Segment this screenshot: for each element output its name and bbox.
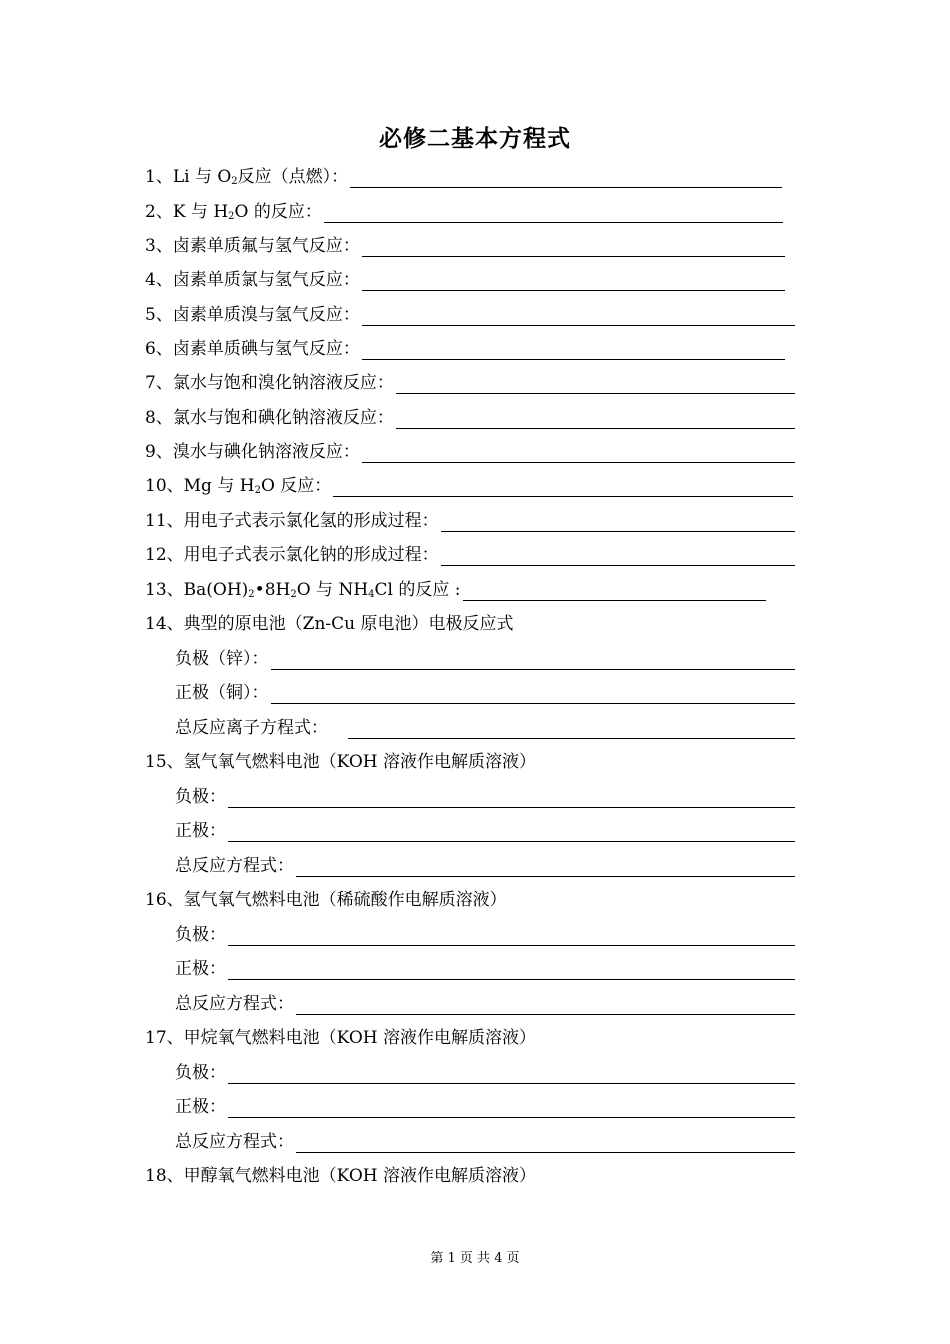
question-14-heading-text: 14、典型的原电池（Zn-Cu 原电池）电极反应式: [145, 614, 514, 634]
answer-line-15-negative[interactable]: [228, 787, 795, 808]
answer-line-8[interactable]: [396, 408, 795, 429]
answer-line-15-total[interactable]: [296, 856, 795, 877]
question-15-total: [175, 849, 795, 877]
question-10: [145, 469, 793, 497]
positive-electrode-label: 正极（铜）：: [175, 683, 269, 703]
answer-line-9[interactable]: [362, 442, 795, 463]
answer-line-1[interactable]: [350, 167, 782, 188]
question-2: [145, 195, 783, 223]
question-4-label: 4、卤素单质氯与氢气反应：: [145, 270, 360, 290]
question-12: [145, 538, 795, 566]
question-16-positive: [175, 952, 795, 980]
answer-line-15-positive[interactable]: [228, 821, 795, 842]
question-6: [145, 332, 785, 360]
answer-line-13[interactable]: [463, 580, 766, 601]
question-14-heading: [145, 607, 795, 635]
positive-electrode-label: 正极：: [175, 959, 226, 979]
answer-line-12[interactable]: [441, 545, 795, 566]
answer-line-5[interactable]: [362, 305, 795, 326]
answer-line-17-total[interactable]: [296, 1132, 795, 1153]
answer-line-7[interactable]: [396, 373, 795, 394]
question-14-positive: [175, 676, 795, 704]
page-footer: 第 1 页 共 4 页: [430, 1251, 520, 1266]
answer-line-17-negative[interactable]: [228, 1063, 795, 1084]
question-2-label: 2、K 与 $H_2O$ 的反应：: [145, 202, 322, 222]
answer-line-10[interactable]: [333, 476, 793, 497]
total-reaction-label: 总反应方程式：: [175, 994, 294, 1014]
question-17-negative: [175, 1056, 795, 1084]
negative-electrode-label: 负极：: [175, 787, 226, 807]
question-7: [145, 366, 795, 394]
question-14-total: [175, 711, 795, 739]
question-3: [145, 229, 785, 257]
positive-electrode-label: 正极：: [175, 1097, 226, 1117]
question-16-negative: [175, 918, 795, 946]
question-8-label: 8、氯水与饱和碘化钠溶液反应：: [145, 408, 394, 428]
total-reaction-label: 总反应方程式：: [175, 856, 294, 876]
negative-electrode-label: 负极：: [175, 925, 226, 945]
question-10-label: 10、Mg 与 $H_2O$ 反应：: [145, 476, 332, 496]
question-1: [145, 160, 782, 188]
answer-line-4[interactable]: [362, 270, 785, 291]
answer-line-16-positive[interactable]: [228, 959, 795, 980]
question-12-label: 12、用电子式表示氯化钠的形成过程：: [145, 545, 439, 565]
answer-line-17-positive[interactable]: [228, 1097, 795, 1118]
answer-line-14-total[interactable]: [348, 718, 795, 739]
question-17-heading-text: 17、甲烷氧气燃料电池（KOH 溶液作电解质溶液）: [145, 1028, 537, 1048]
question-11: [145, 504, 795, 532]
question-18-heading: [145, 1159, 795, 1187]
question-11-label: 11、用电子式表示氯化氢的形成过程：: [145, 511, 439, 531]
question-5-label: 5、卤素单质溴与氢气反应：: [145, 305, 360, 325]
question-18-heading-text: 18、甲醇氧气燃料电池（KOH 溶液作电解质溶液）: [145, 1166, 537, 1186]
positive-electrode-label: 正极：: [175, 821, 226, 841]
answer-line-14-negative[interactable]: [271, 649, 796, 670]
question-16-total: [175, 987, 795, 1015]
total-reaction-label: 总反应方程式：: [175, 1132, 294, 1152]
question-17-positive: [175, 1090, 795, 1118]
question-8: [145, 401, 795, 429]
answer-line-16-negative[interactable]: [228, 925, 795, 946]
question-13: [145, 573, 766, 601]
answer-line-3[interactable]: [362, 236, 785, 257]
answer-line-16-total[interactable]: [296, 994, 795, 1015]
negative-electrode-label: 负极：: [175, 1063, 226, 1083]
question-15-negative: [175, 780, 795, 808]
question-15-heading: [145, 745, 795, 773]
question-15-positive: [175, 814, 795, 842]
question-7-label: 7、氯水与饱和溴化钠溶液反应：: [145, 373, 394, 393]
answer-line-11[interactable]: [441, 511, 795, 532]
answer-line-2[interactable]: [324, 202, 783, 223]
question-4: [145, 263, 785, 291]
question-16-heading-text: 16、氢气氧气燃料电池（稀硫酸作电解质溶液）: [145, 890, 507, 910]
question-13-label: 13、$Ba(OH)_2•8H_2O$ 与 $NH_4Cl$ 的反应 :: [145, 580, 461, 600]
question-9-label: 9、溴水与碘化钠溶液反应：: [145, 442, 360, 462]
question-9: [145, 435, 795, 463]
question-17-heading: [145, 1021, 795, 1049]
question-3-label: 3、卤素单质氟与氢气反应：: [145, 236, 360, 256]
question-1-label: 1、Li 与 $O_2$反应（点燃）：: [145, 167, 349, 187]
question-6-label: 6、卤素单质碘与氢气反应：: [145, 339, 360, 359]
question-16-heading: [145, 883, 795, 911]
answer-line-6[interactable]: [362, 339, 785, 360]
question-15-heading-text: 15、氢气氧气燃料电池（KOH 溶液作电解质溶液）: [145, 752, 537, 772]
question-5: [145, 298, 795, 326]
question-17-total: [175, 1125, 795, 1153]
question-14-negative: [175, 642, 795, 670]
page-title: 必修二基本方程式: [379, 125, 571, 152]
negative-electrode-label: 负极（锌）：: [175, 649, 269, 669]
total-reaction-label: 总反应离子方程式：: [175, 718, 328, 738]
answer-line-14-positive[interactable]: [271, 683, 796, 704]
